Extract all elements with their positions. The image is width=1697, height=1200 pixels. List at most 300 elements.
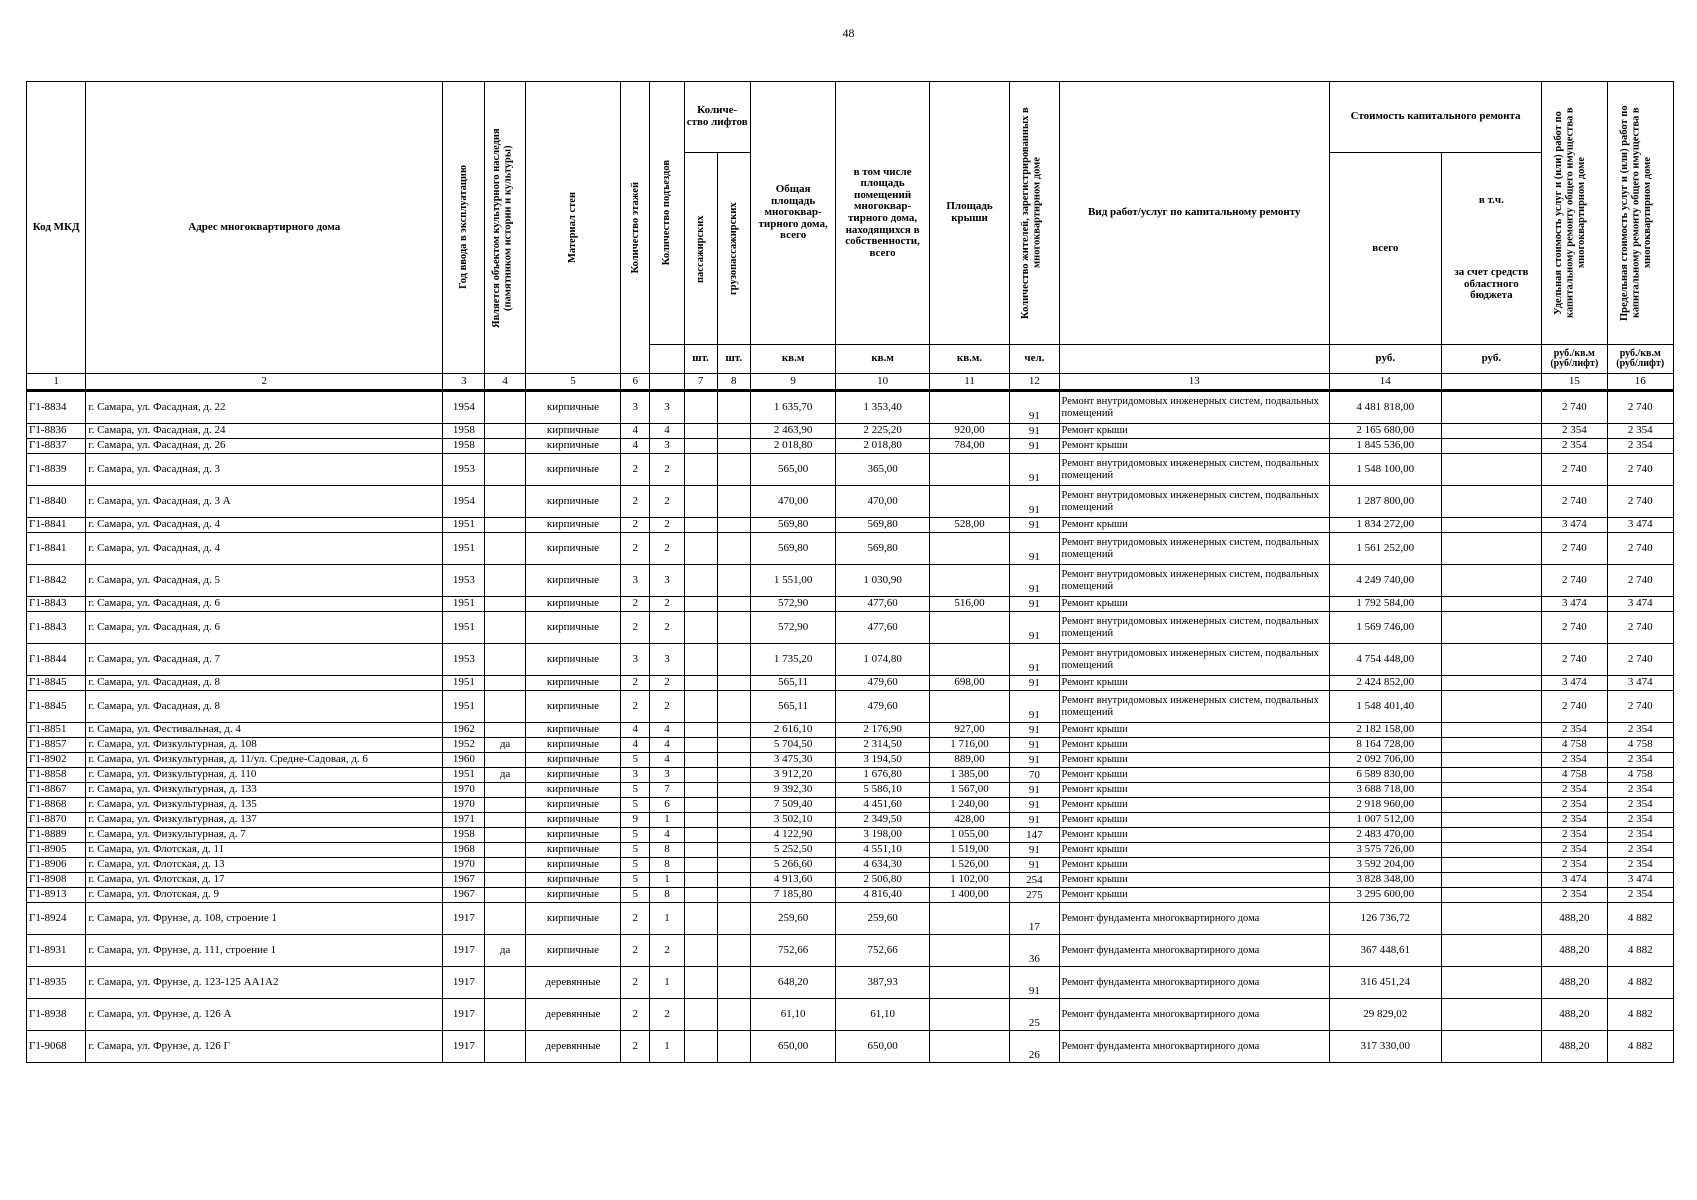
cell-heritage bbox=[485, 783, 525, 798]
cell-roof-area bbox=[929, 903, 1009, 935]
cell-max-cost: 2 740 bbox=[1607, 565, 1674, 597]
cell-roof-area: 1 526,00 bbox=[929, 858, 1009, 873]
cell-owned-area: 5 586,10 bbox=[836, 783, 930, 798]
cell-floors: 3 bbox=[621, 565, 650, 597]
cell-code: Г1-8842 bbox=[27, 565, 86, 597]
unit-entrances-empty bbox=[650, 345, 684, 374]
cell-code: Г1-8845 bbox=[27, 691, 86, 723]
cell-work-type: Ремонт крыши bbox=[1059, 738, 1329, 753]
cell-address: г. Самара, ул. Фасадная, д. 6 bbox=[86, 612, 443, 644]
cell-cost-total: 316 451,24 bbox=[1330, 967, 1442, 999]
cell-material: кирпичные bbox=[525, 858, 621, 873]
cell-roof-area: 1 055,00 bbox=[929, 828, 1009, 843]
cell-total-area: 569,80 bbox=[750, 533, 835, 565]
cell-floors: 2 bbox=[621, 903, 650, 935]
cell-roof-area bbox=[929, 967, 1009, 999]
cell-total-area: 9 392,30 bbox=[750, 783, 835, 798]
cell-code: Г1-8938 bbox=[27, 999, 86, 1031]
cell-work-type: Ремонт внутридомовых инженерных систем, подвальных помещений bbox=[1059, 612, 1329, 644]
cell-heritage bbox=[485, 565, 525, 597]
table-row bbox=[27, 1031, 1674, 1063]
cell-roof-area bbox=[929, 533, 1009, 565]
cell-entrances: 2 bbox=[650, 935, 684, 967]
cell-lifts-passenger bbox=[684, 798, 717, 813]
cell-entrances: 2 bbox=[650, 676, 684, 691]
cell-max-cost: 4 758 bbox=[1607, 738, 1674, 753]
cell-lifts-freight bbox=[717, 518, 750, 533]
cell-total-area: 572,90 bbox=[750, 612, 835, 644]
cell-residents: 91 bbox=[1010, 424, 1059, 439]
cell-entrances: 1 bbox=[650, 903, 684, 935]
col-num: 13 bbox=[1059, 374, 1329, 391]
cell-owned-area: 479,60 bbox=[836, 691, 930, 723]
cell-heritage bbox=[485, 753, 525, 768]
cell-code: Г1-8867 bbox=[27, 783, 86, 798]
cell-heritage bbox=[485, 723, 525, 738]
unit-work-empty bbox=[1059, 345, 1329, 374]
cell-cost-regional bbox=[1441, 999, 1542, 1031]
cell-entrances: 2 bbox=[650, 999, 684, 1031]
cell-max-cost: 2 740 bbox=[1607, 644, 1674, 676]
cell-roof-area: 784,00 bbox=[929, 439, 1009, 454]
cell-material: деревянные bbox=[525, 967, 621, 999]
cell-material: деревянные bbox=[525, 1031, 621, 1063]
cell-entrances: 1 bbox=[650, 873, 684, 888]
cell-total-area: 648,20 bbox=[750, 967, 835, 999]
cell-floors: 5 bbox=[621, 858, 650, 873]
cell-unit-cost: 2 740 bbox=[1542, 644, 1607, 676]
cell-lifts-freight bbox=[717, 873, 750, 888]
cell-cost-regional bbox=[1441, 813, 1542, 828]
header-material bbox=[525, 82, 621, 374]
cell-cost-regional bbox=[1441, 391, 1542, 424]
cell-residents: 91 bbox=[1010, 676, 1059, 691]
table-header bbox=[27, 82, 1674, 391]
cell-work-type: Ремонт фундамента многоквартирного дома bbox=[1059, 903, 1329, 935]
cell-max-cost: 2 354 bbox=[1607, 858, 1674, 873]
cell-cost-regional bbox=[1441, 439, 1542, 454]
column-numbers-row bbox=[27, 374, 1674, 391]
header-max-cost bbox=[1607, 82, 1674, 345]
cell-owned-area: 2 349,50 bbox=[836, 813, 930, 828]
cell-lifts-passenger bbox=[684, 691, 717, 723]
cell-residents: 91 bbox=[1010, 813, 1059, 828]
cell-heritage bbox=[485, 813, 525, 828]
cell-entrances: 3 bbox=[650, 565, 684, 597]
table-row bbox=[27, 644, 1674, 676]
cell-address: г. Самара, ул. Фасадная, д. 4 bbox=[86, 533, 443, 565]
unit-sqm-3: кв.м. bbox=[929, 345, 1009, 374]
cell-heritage: да bbox=[485, 935, 525, 967]
cell-work-type: Ремонт крыши bbox=[1059, 518, 1329, 533]
cell-lifts-freight bbox=[717, 888, 750, 903]
cell-lifts-passenger bbox=[684, 454, 717, 486]
cell-owned-area: 1 676,80 bbox=[836, 768, 930, 783]
cell-unit-cost: 2 354 bbox=[1542, 753, 1607, 768]
col-num: 12 bbox=[1010, 374, 1059, 391]
cell-lifts-freight bbox=[717, 999, 750, 1031]
cell-owned-area: 752,66 bbox=[836, 935, 930, 967]
cell-floors: 2 bbox=[621, 676, 650, 691]
cell-residents: 91 bbox=[1010, 454, 1059, 486]
cell-residents: 36 bbox=[1010, 935, 1059, 967]
header-cost-regional-text: за счет средств областного бюджета bbox=[1454, 265, 1529, 302]
table-row bbox=[27, 828, 1674, 843]
table-row bbox=[27, 723, 1674, 738]
cell-heritage bbox=[485, 518, 525, 533]
cell-heritage bbox=[485, 999, 525, 1031]
table-row bbox=[27, 597, 1674, 612]
cell-total-area: 7 185,80 bbox=[750, 888, 835, 903]
cell-lifts-passenger bbox=[684, 768, 717, 783]
cell-residents: 70 bbox=[1010, 768, 1059, 783]
cell-address: г. Самара, ул. Фасадная, д. 8 bbox=[86, 676, 443, 691]
cell-cost-total: 1 561 252,00 bbox=[1330, 533, 1442, 565]
cell-cost-total: 126 736,72 bbox=[1330, 903, 1442, 935]
cell-total-area: 3 912,20 bbox=[750, 768, 835, 783]
cell-cost-regional bbox=[1441, 828, 1542, 843]
cell-residents: 91 bbox=[1010, 723, 1059, 738]
cell-work-type: Ремонт внутридомовых инженерных систем, подвальных помещений bbox=[1059, 644, 1329, 676]
cell-year: 1917 bbox=[443, 967, 485, 999]
cell-address: г. Самара, ул. Физкультурная, д. 133 bbox=[86, 783, 443, 798]
cell-lifts-passenger bbox=[684, 873, 717, 888]
cell-unit-cost: 3 474 bbox=[1542, 518, 1607, 533]
cell-material: кирпичные bbox=[525, 391, 621, 424]
table-row bbox=[27, 813, 1674, 828]
cell-code: Г1-8902 bbox=[27, 753, 86, 768]
cell-work-type: Ремонт фундамента многоквартирного дома bbox=[1059, 1031, 1329, 1063]
cell-max-cost: 2 740 bbox=[1607, 391, 1674, 424]
cell-address: г. Самара, ул. Фасадная, д. 24 bbox=[86, 424, 443, 439]
cell-heritage bbox=[485, 1031, 525, 1063]
cell-residents: 25 bbox=[1010, 999, 1059, 1031]
cell-unit-cost: 488,20 bbox=[1542, 999, 1607, 1031]
cell-heritage bbox=[485, 644, 525, 676]
cell-cost-total: 317 330,00 bbox=[1330, 1031, 1442, 1063]
cell-entrances: 3 bbox=[650, 768, 684, 783]
cell-cost-regional bbox=[1441, 798, 1542, 813]
cell-address: г. Самара, ул. Фрунзе, д. 126 А bbox=[86, 999, 443, 1031]
cell-cost-total: 367 448,61 bbox=[1330, 935, 1442, 967]
table-row bbox=[27, 486, 1674, 518]
cell-material: кирпичные bbox=[525, 676, 621, 691]
cell-code: Г1-8851 bbox=[27, 723, 86, 738]
cell-cost-regional bbox=[1441, 753, 1542, 768]
cell-unit-cost: 488,20 bbox=[1542, 935, 1607, 967]
cell-max-cost: 4 882 bbox=[1607, 935, 1674, 967]
cell-owned-area: 1 353,40 bbox=[836, 391, 930, 424]
cell-unit-cost: 2 740 bbox=[1542, 454, 1607, 486]
cell-entrances: 7 bbox=[650, 783, 684, 798]
cell-roof-area: 927,00 bbox=[929, 723, 1009, 738]
cell-entrances: 4 bbox=[650, 424, 684, 439]
col-num: 9 bbox=[750, 374, 835, 391]
cell-floors: 5 bbox=[621, 843, 650, 858]
cell-owned-area: 477,60 bbox=[836, 597, 930, 612]
cell-heritage bbox=[485, 533, 525, 565]
cell-lifts-passenger bbox=[684, 1031, 717, 1063]
cell-unit-cost: 2 740 bbox=[1542, 612, 1607, 644]
cell-total-area: 2 463,90 bbox=[750, 424, 835, 439]
cell-heritage bbox=[485, 612, 525, 644]
cell-address: г. Самара, ул. Фасадная, д. 7 bbox=[86, 644, 443, 676]
col-num: 11 bbox=[929, 374, 1009, 391]
cell-residents: 91 bbox=[1010, 858, 1059, 873]
header-max-cost-text: Предельная стоимость услуг и (или) работ по капитальному ремонту общего имущества в многоквартирном доме bbox=[1619, 105, 1654, 321]
cell-heritage bbox=[485, 424, 525, 439]
cell-cost-regional bbox=[1441, 783, 1542, 798]
cell-year: 1917 bbox=[443, 903, 485, 935]
cell-floors: 9 bbox=[621, 813, 650, 828]
cell-max-cost: 2 354 bbox=[1607, 888, 1674, 903]
cell-cost-regional bbox=[1441, 612, 1542, 644]
cell-year: 1958 bbox=[443, 424, 485, 439]
cell-floors: 3 bbox=[621, 644, 650, 676]
cell-floors: 2 bbox=[621, 486, 650, 518]
cell-total-area: 7 509,40 bbox=[750, 798, 835, 813]
cell-unit-cost: 2 354 bbox=[1542, 843, 1607, 858]
cell-address: г. Самара, ул. Фасадная, д. 4 bbox=[86, 518, 443, 533]
cell-total-area: 4 913,60 bbox=[750, 873, 835, 888]
cell-total-area: 1 635,70 bbox=[750, 391, 835, 424]
cell-heritage bbox=[485, 597, 525, 612]
cell-max-cost: 2 354 bbox=[1607, 783, 1674, 798]
cell-roof-area: 1 102,00 bbox=[929, 873, 1009, 888]
cell-code: Г1-8834 bbox=[27, 391, 86, 424]
cell-heritage: да bbox=[485, 738, 525, 753]
cell-total-area: 3 502,10 bbox=[750, 813, 835, 828]
cell-cost-total: 1 792 584,00 bbox=[1330, 597, 1442, 612]
cell-entrances: 1 bbox=[650, 813, 684, 828]
cell-code: Г1-8870 bbox=[27, 813, 86, 828]
table-row bbox=[27, 533, 1674, 565]
cell-material: кирпичные bbox=[525, 533, 621, 565]
cell-owned-area: 470,00 bbox=[836, 486, 930, 518]
table-row bbox=[27, 691, 1674, 723]
cell-total-area: 572,90 bbox=[750, 597, 835, 612]
cell-year: 1970 bbox=[443, 783, 485, 798]
cell-owned-area: 650,00 bbox=[836, 1031, 930, 1063]
cell-work-type: Ремонт внутридомовых инженерных систем, подвальных помещений bbox=[1059, 454, 1329, 486]
cell-total-area: 565,00 bbox=[750, 454, 835, 486]
cell-residents: 26 bbox=[1010, 1031, 1059, 1063]
cell-lifts-passenger bbox=[684, 723, 717, 738]
cell-total-area: 1 735,20 bbox=[750, 644, 835, 676]
cell-work-type: Ремонт крыши bbox=[1059, 439, 1329, 454]
cell-year: 1953 bbox=[443, 644, 485, 676]
cell-floors: 5 bbox=[621, 798, 650, 813]
cell-unit-cost: 488,20 bbox=[1542, 1031, 1607, 1063]
cell-cost-regional bbox=[1441, 723, 1542, 738]
cell-lifts-freight bbox=[717, 903, 750, 935]
header-lifts-passenger bbox=[684, 153, 717, 345]
cell-owned-area: 61,10 bbox=[836, 999, 930, 1031]
cell-year: 1971 bbox=[443, 813, 485, 828]
cell-roof-area: 1 240,00 bbox=[929, 798, 1009, 813]
cell-year: 1967 bbox=[443, 873, 485, 888]
header-floors-text: Количество этажей bbox=[629, 181, 641, 274]
cell-unit-cost: 2 354 bbox=[1542, 439, 1607, 454]
cell-code: Г1-8840 bbox=[27, 486, 86, 518]
cell-unit-cost: 488,20 bbox=[1542, 967, 1607, 999]
cell-residents: 275 bbox=[1010, 888, 1059, 903]
cell-unit-cost: 2 354 bbox=[1542, 783, 1607, 798]
cell-work-type: Ремонт фундамента многоквартирного дома bbox=[1059, 967, 1329, 999]
cell-code: Г1-8844 bbox=[27, 644, 86, 676]
cell-material: кирпичные bbox=[525, 454, 621, 486]
cell-year: 1917 bbox=[443, 1031, 485, 1063]
cell-lifts-freight bbox=[717, 691, 750, 723]
cell-code: Г1-8843 bbox=[27, 597, 86, 612]
cell-residents: 91 bbox=[1010, 391, 1059, 424]
cell-owned-area: 2 506,80 bbox=[836, 873, 930, 888]
cell-total-area: 259,60 bbox=[750, 903, 835, 935]
cell-residents: 91 bbox=[1010, 533, 1059, 565]
table-row bbox=[27, 967, 1674, 999]
cell-roof-area bbox=[929, 691, 1009, 723]
cell-code: Г1-8889 bbox=[27, 828, 86, 843]
cell-lifts-passenger bbox=[684, 903, 717, 935]
cell-year: 1952 bbox=[443, 738, 485, 753]
cell-cost-total: 2 424 852,00 bbox=[1330, 676, 1442, 691]
cell-floors: 4 bbox=[621, 723, 650, 738]
cell-unit-cost: 2 740 bbox=[1542, 533, 1607, 565]
cell-heritage bbox=[485, 888, 525, 903]
cell-lifts-passenger bbox=[684, 888, 717, 903]
cell-material: кирпичные bbox=[525, 768, 621, 783]
cell-cost-regional bbox=[1441, 903, 1542, 935]
cell-material: кирпичные bbox=[525, 888, 621, 903]
cell-entrances: 4 bbox=[650, 738, 684, 753]
cell-address: г. Самара, ул. Физкультурная, д. 11/ул. Средне-Садовая, д. 6 bbox=[86, 753, 443, 768]
header-lifts-passenger-text: пассажирских bbox=[694, 214, 706, 283]
cell-work-type: Ремонт внутридомовых инженерных систем, подвальных помещений bbox=[1059, 533, 1329, 565]
cell-lifts-freight bbox=[717, 612, 750, 644]
header-entrances-text: Количество подъездов bbox=[661, 160, 673, 266]
cell-floors: 4 bbox=[621, 439, 650, 454]
cell-year: 1953 bbox=[443, 454, 485, 486]
cell-heritage bbox=[485, 843, 525, 858]
cell-residents: 91 bbox=[1010, 691, 1059, 723]
cell-lifts-passenger bbox=[684, 597, 717, 612]
cell-residents: 91 bbox=[1010, 597, 1059, 612]
table-row bbox=[27, 676, 1674, 691]
cell-heritage bbox=[485, 676, 525, 691]
cell-heritage bbox=[485, 391, 525, 424]
cell-material: кирпичные bbox=[525, 903, 621, 935]
table-row bbox=[27, 565, 1674, 597]
header-cost-total: всего bbox=[1330, 153, 1442, 345]
cell-year: 1962 bbox=[443, 723, 485, 738]
cell-cost-total: 2 182 158,00 bbox=[1330, 723, 1442, 738]
cell-year: 1960 bbox=[443, 753, 485, 768]
cell-address: г. Самара, ул. Фасадная, д. 5 bbox=[86, 565, 443, 597]
unit-sqm-1: кв.м bbox=[750, 345, 835, 374]
cell-material: кирпичные bbox=[525, 486, 621, 518]
header-work-type: Вид работ/услуг по капитальному ремонту bbox=[1059, 82, 1329, 345]
cell-lifts-freight bbox=[717, 439, 750, 454]
cell-work-type: Ремонт внутридомовых инженерных систем, подвальных помещений bbox=[1059, 691, 1329, 723]
cell-unit-cost: 2 354 bbox=[1542, 813, 1607, 828]
cell-roof-area: 889,00 bbox=[929, 753, 1009, 768]
cell-heritage bbox=[485, 967, 525, 999]
cell-entrances: 1 bbox=[650, 967, 684, 999]
cell-total-area: 565,11 bbox=[750, 676, 835, 691]
cell-lifts-passenger bbox=[684, 439, 717, 454]
cell-year: 1970 bbox=[443, 858, 485, 873]
cell-floors: 5 bbox=[621, 783, 650, 798]
cell-entrances: 3 bbox=[650, 439, 684, 454]
cell-cost-total: 3 575 726,00 bbox=[1330, 843, 1442, 858]
cell-year: 1954 bbox=[443, 486, 485, 518]
cell-unit-cost: 3 474 bbox=[1542, 676, 1607, 691]
cell-address: г. Самара, ул. Фестивальная, д. 4 bbox=[86, 723, 443, 738]
cell-lifts-freight bbox=[717, 486, 750, 518]
header-owned-area: в том числе площадь помещений многоквар-тирного дома, находящихся в собственности, всего bbox=[836, 82, 930, 345]
cell-year: 1917 bbox=[443, 999, 485, 1031]
cell-residents: 91 bbox=[1010, 644, 1059, 676]
cell-cost-regional bbox=[1441, 424, 1542, 439]
cell-address: г. Самара, ул. Фрунзе, д. 108, строение 1 bbox=[86, 903, 443, 935]
cell-lifts-passenger bbox=[684, 644, 717, 676]
cell-lifts-passenger bbox=[684, 738, 717, 753]
cell-roof-area: 1 716,00 bbox=[929, 738, 1009, 753]
cell-lifts-passenger bbox=[684, 753, 717, 768]
cell-year: 1951 bbox=[443, 612, 485, 644]
cell-material: кирпичные bbox=[525, 873, 621, 888]
cell-lifts-passenger bbox=[684, 935, 717, 967]
cell-lifts-passenger bbox=[684, 858, 717, 873]
cell-lifts-freight bbox=[717, 676, 750, 691]
cell-unit-cost: 2 354 bbox=[1542, 424, 1607, 439]
cell-material: кирпичные bbox=[525, 612, 621, 644]
cell-max-cost: 2 354 bbox=[1607, 723, 1674, 738]
cell-address: г. Самара, ул. Фасадная, д. 26 bbox=[86, 439, 443, 454]
cell-owned-area: 569,80 bbox=[836, 518, 930, 533]
cell-unit-cost: 2 354 bbox=[1542, 723, 1607, 738]
cell-total-area: 3 475,30 bbox=[750, 753, 835, 768]
cell-floors: 2 bbox=[621, 1031, 650, 1063]
cell-entrances: 1 bbox=[650, 1031, 684, 1063]
cell-cost-total: 4 754 448,00 bbox=[1330, 644, 1442, 676]
cell-cost-total: 2 165 680,00 bbox=[1330, 424, 1442, 439]
cell-address: г. Самара, ул. Фасадная, д. 6 bbox=[86, 597, 443, 612]
cell-cost-total: 1 548 401,40 bbox=[1330, 691, 1442, 723]
cell-cost-total: 4 481 818,00 bbox=[1330, 391, 1442, 424]
table-row bbox=[27, 903, 1674, 935]
cell-heritage bbox=[485, 858, 525, 873]
cell-residents: 91 bbox=[1010, 439, 1059, 454]
cell-residents: 91 bbox=[1010, 843, 1059, 858]
cell-lifts-freight bbox=[717, 768, 750, 783]
cell-heritage bbox=[485, 691, 525, 723]
cell-entrances: 8 bbox=[650, 858, 684, 873]
cell-material: кирпичные bbox=[525, 935, 621, 967]
table-row bbox=[27, 858, 1674, 873]
cell-floors: 2 bbox=[621, 597, 650, 612]
col-num: 5 bbox=[525, 374, 621, 391]
cell-cost-regional bbox=[1441, 843, 1542, 858]
cell-cost-regional bbox=[1441, 597, 1542, 612]
cell-entrances: 8 bbox=[650, 888, 684, 903]
cell-floors: 2 bbox=[621, 533, 650, 565]
cell-floors: 4 bbox=[621, 424, 650, 439]
cell-work-type: Ремонт крыши bbox=[1059, 768, 1329, 783]
cell-unit-cost: 488,20 bbox=[1542, 903, 1607, 935]
cell-roof-area: 1 385,00 bbox=[929, 768, 1009, 783]
cell-owned-area: 4 816,40 bbox=[836, 888, 930, 903]
